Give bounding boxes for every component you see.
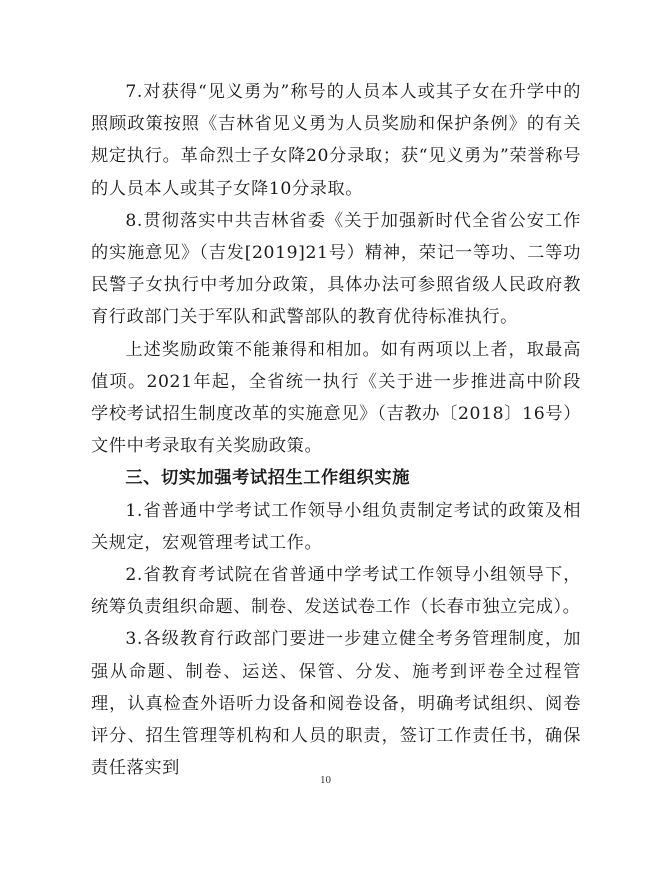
paragraph-reward-policy-note: 上述奖励政策不能兼得和相加。如有两项以上者，取最高值项。2021年起，全省统一执行《关于进一步推进高中阶段学校考试招生制度改革的实施意见》（吉教办〔2018〕16号）文件中考录取有关奖励政策。 — [91, 339, 581, 457]
document-body — [91, 76, 581, 784]
paragraph-item-7: 7.对获得“见义勇为”称号的人员本人或其子女在升学中的照顾政策按照《吉林省见义勇为人员奖励和保护条例》的有关规定执行。革命烈士子女降20分录取；获“见义勇为”荣誉称号的人员本人或其子女降10分录取。 — [91, 82, 581, 199]
paragraph-section-item-3: 3.各级教育行政部门要进一步建立健全考务管理制度，加强从命题、制卷、运送、保管、分发、施考到评卷全过程管理，认真检查外语听力设备和阅卷设备，明确考试组织、阅卷评分、招生管理等机构和人员的职责，签订工作责任书，确保责任落实到 — [91, 629, 581, 779]
paragraph-item-8: 8.贯彻落实中共吉林省委《关于加强新时代全省公安工作的实施意见》（吉发[2019]21号）精神，荣记一等功、二等功民警子女执行中考加分政策，具体办法可参照省级人民政府教育行政部门关于军队和武警部队的教育优待标准执行。 — [91, 210, 581, 328]
page-number: 10 — [320, 774, 331, 786]
section-heading: 三、切实加强考试招生工作组织实施 — [125, 468, 410, 489]
paragraph-section-item-2: 2.省教育考试院在省普通中学考试工作领导小组领导下，统筹负责组织命题、制卷、发送试卷工作（长春市独立完成）。 — [91, 565, 581, 618]
paragraph-section-item-1: 1.省普通中学考试工作领导小组负责制定考试的政策及相关规定，宏观管理考试工作。 — [91, 500, 581, 553]
